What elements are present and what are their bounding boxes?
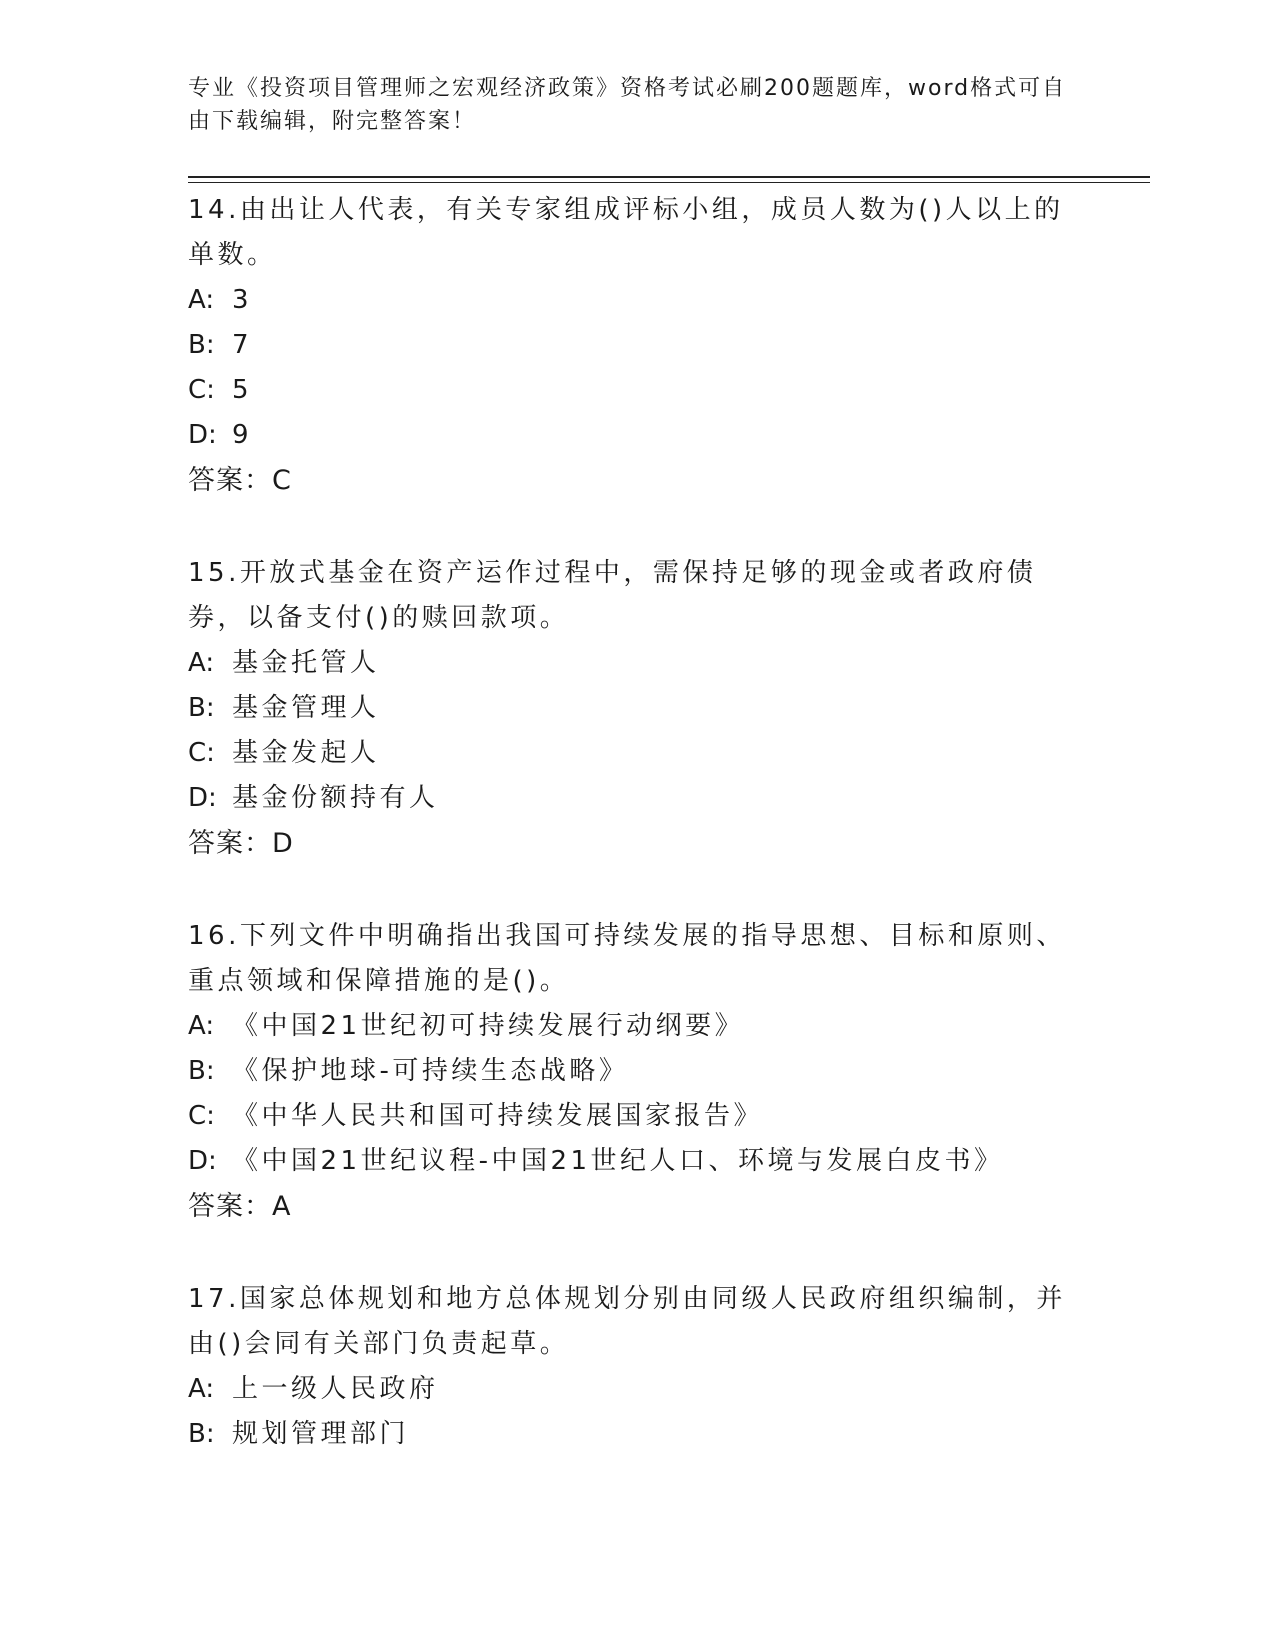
question-number: 17. xyxy=(188,1284,240,1314)
option-letter: C: xyxy=(188,1101,215,1131)
question-number: 14. xyxy=(188,195,240,225)
option-a xyxy=(188,278,1088,323)
option-a xyxy=(188,641,1088,686)
option-text: 《中国21世纪初可持续发展行动纲要》 xyxy=(232,1011,745,1041)
document-intro xyxy=(188,72,1068,138)
option-text: 5 xyxy=(232,375,253,405)
option-letter: B: xyxy=(188,693,215,723)
option-letter: A: xyxy=(188,1374,215,1404)
question-text: 下列文件中明确指出我国可持续发展的指导思想、目标和原则、重点领域和保障措施的是()。 xyxy=(188,921,1066,996)
header-divider-thin xyxy=(188,182,1150,183)
question-stem xyxy=(188,914,1088,1004)
option-text: 基金发起人 xyxy=(232,738,380,768)
option-d xyxy=(188,413,1088,458)
option-c xyxy=(188,368,1088,413)
intro-text: 专业《投资项目管理师之宏观经济政策》资格考试必刷200题题库，word格式可自由下载编辑，附完整答案！ xyxy=(188,76,1067,134)
option-text: 《保护地球-可持续生态战略》 xyxy=(232,1056,629,1086)
option-b xyxy=(188,1049,1088,1094)
question-stem xyxy=(188,551,1088,641)
question-text: 开放式基金在资产运作过程中，需保持足够的现金或者政府债券，以备支付()的赎回款项。 xyxy=(188,558,1037,633)
option-c xyxy=(188,731,1088,776)
option-text: 《中华人民共和国可持续发展国家报告》 xyxy=(232,1101,764,1131)
option-text: 9 xyxy=(232,420,253,450)
option-d xyxy=(188,776,1088,821)
question-17 xyxy=(188,1277,1088,1457)
question-text: 国家总体规划和地方总体规划分别由同级人民政府组织编制，并由()会同有关部门负责起草。 xyxy=(188,1284,1066,1359)
option-text: 基金份额持有人 xyxy=(232,783,439,813)
option-b xyxy=(188,686,1088,731)
option-letter: C: xyxy=(188,738,215,768)
option-text: 基金托管人 xyxy=(232,648,380,678)
option-d xyxy=(188,1139,1088,1184)
option-letter: A: xyxy=(188,1011,215,1041)
option-letter: B: xyxy=(188,1419,215,1449)
question-15 xyxy=(188,551,1088,867)
option-b xyxy=(188,1412,1088,1457)
option-a xyxy=(188,1004,1088,1049)
option-letter: D: xyxy=(188,420,217,450)
option-letter: B: xyxy=(188,1056,215,1086)
option-text: 《中国21世纪议程-中国21世纪人口、环境与发展白皮书》 xyxy=(232,1146,1004,1176)
question-stem xyxy=(188,188,1088,278)
option-text: 上一级人民政府 xyxy=(232,1374,439,1404)
option-letter: D: xyxy=(188,783,217,813)
question-text: 由出让人代表，有关专家组成评标小组，成员人数为()人以上的单数。 xyxy=(188,195,1064,270)
question-16 xyxy=(188,914,1088,1230)
question-stem xyxy=(188,1277,1088,1367)
answer-line: 答案：C xyxy=(188,465,292,496)
option-letter: A: xyxy=(188,285,215,315)
option-c xyxy=(188,1094,1088,1139)
option-letter: D: xyxy=(188,1146,217,1176)
option-letter: C: xyxy=(188,375,215,405)
question-list xyxy=(188,188,1088,1504)
header-divider-thick xyxy=(188,176,1150,178)
option-b xyxy=(188,323,1088,368)
question-14 xyxy=(188,188,1088,504)
option-text: 7 xyxy=(232,330,253,360)
answer-line: 答案：A xyxy=(188,1191,292,1222)
answer-line: 答案：D xyxy=(188,828,294,859)
question-number: 15. xyxy=(188,558,240,588)
option-letter: B: xyxy=(188,330,215,360)
option-letter: A: xyxy=(188,648,215,678)
question-number: 16. xyxy=(188,921,240,951)
option-text: 规划管理部门 xyxy=(232,1419,410,1449)
option-text: 基金管理人 xyxy=(232,693,380,723)
option-text: 3 xyxy=(232,285,253,315)
option-a xyxy=(188,1367,1088,1412)
